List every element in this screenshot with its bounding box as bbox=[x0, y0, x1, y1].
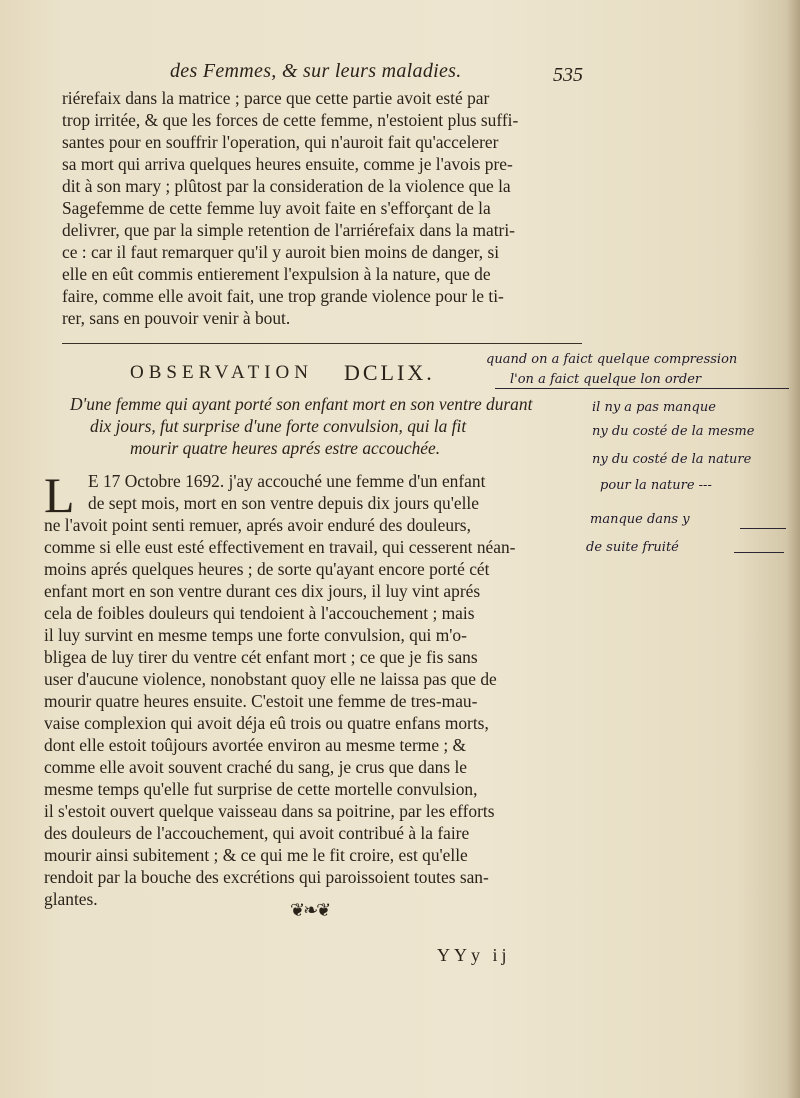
body-line: dit à son mary ; plûtost par la consideration de la violence que la bbox=[62, 176, 511, 196]
signature-mark: YYy ij bbox=[437, 945, 511, 965]
body-line: comme si elle eust esté effectivement en travail, qui cesserent néan- bbox=[44, 537, 516, 557]
body-line: user d'aucune violence, nonobstant quoy elle ne laissa pas que de bbox=[44, 669, 497, 689]
observation-number: DCLIX. bbox=[344, 360, 435, 385]
page-edge-shadow bbox=[786, 0, 800, 1098]
summary-line: dix jours, fut surprise d'une forte convulsion, qui la fit bbox=[90, 416, 467, 436]
body-line: trop irritée, & que les forces de cette femme, n'estoient plus suffi- bbox=[62, 110, 519, 130]
body-line: E 17 Octobre 1692. j'ay accouché une femme d'un enfant bbox=[88, 471, 486, 491]
body-line: glantes. bbox=[44, 889, 98, 909]
handwritten-note: pour la nature --- bbox=[600, 478, 712, 493]
body-line: comme elle avoit souvent craché du sang, je crus que dans le bbox=[44, 757, 468, 777]
body-line: Sagefemme de cette femme luy avoit faite en s'efforçant de la bbox=[62, 198, 491, 218]
handwritten-note: l'on a faict quelque lon order bbox=[510, 372, 702, 387]
handwritten-note: quand on a faict quelque compression bbox=[486, 352, 738, 367]
body-line: santes pour en souffrir l'operation, qui n'auroit fait qu'accelerer bbox=[62, 132, 499, 152]
body-line: des douleurs de l'accouchement, qui avoit contribué à la faire bbox=[44, 823, 470, 843]
drop-cap: L bbox=[44, 467, 75, 523]
summary-line: D'une femme qui ayant porté son enfant mort en son ventre durant bbox=[70, 394, 533, 414]
body-line: vaise complexion qui avoit déja eû trois ou quatre enfans morts, bbox=[44, 713, 489, 733]
body-line: il s'estoit ouvert quelque vaisseau dans sa poitrine, par les efforts bbox=[44, 801, 495, 821]
body-line: dont elle estoit toûjours avortée environ au mesme terme ; & bbox=[44, 735, 467, 755]
body-line: bligea de luy tirer du ventre cét enfant mort ; ce que je fis sans bbox=[44, 647, 478, 667]
body-line: ne l'avoit point senti remuer, aprés avoir enduré des douleurs, bbox=[44, 515, 471, 535]
body-line: mourir quatre heures ensuite. C'estoit une femme de tres-mau- bbox=[44, 691, 478, 711]
page-number: 535 bbox=[553, 64, 583, 86]
body-line: mesme temps qu'elle fut surprise de cette mortelle convulsion, bbox=[44, 779, 478, 799]
handwritten-note: ny du costé de la mesme bbox=[592, 424, 755, 439]
body-line: riérefaix dans la matrice ; parce que cette partie avoit esté par bbox=[62, 88, 490, 108]
body-line: ce : car il faut remarquer qu'il y auroit bien moins de danger, si bbox=[62, 242, 500, 262]
running-head: des Femmes, & sur leurs maladies. bbox=[170, 60, 462, 82]
body-line: rer, sans en pouvoir venir à bout. bbox=[62, 308, 291, 328]
handwritten-note: de suite fruité bbox=[586, 540, 679, 555]
body-line: il luy survint en mesme temps une forte convulsion, qui m'o- bbox=[44, 625, 467, 645]
body-line: cela de foibles douleurs qui tendoient à l'accouchement ; mais bbox=[44, 603, 475, 623]
summary-line: mourir quatre heures aprés estre accouchée. bbox=[130, 438, 441, 458]
handwritten-underline bbox=[740, 528, 786, 529]
handwritten-underline bbox=[495, 388, 789, 389]
section-rule bbox=[62, 343, 582, 344]
observation-label: OBSERVATION bbox=[130, 362, 313, 383]
handwritten-underline bbox=[734, 552, 784, 553]
body-line: mourir ainsi subitement ; & ce qui me le fit croire, est qu'elle bbox=[44, 845, 468, 865]
body-line: delivrer, que par la simple retention de l'arriérefaix dans la matri- bbox=[62, 220, 515, 240]
body-line: faire, comme elle avoit fait, une trop grande violence pour le ti- bbox=[62, 286, 504, 306]
body-line: rendoit par la bouche des excrétions qui paroissoient toutes san- bbox=[44, 867, 489, 887]
handwritten-note: manque dans y bbox=[590, 512, 690, 527]
body-line: de sept mois, mort en son ventre depuis dix jours qu'elle bbox=[88, 493, 479, 513]
body-line: sa mort qui arriva quelques heures ensuite, comme je l'avois pre- bbox=[62, 154, 513, 174]
handwritten-note: ny du costé de la nature bbox=[592, 452, 752, 467]
body-line: enfant mort en son ventre durant ces dix jours, il luy vint aprés bbox=[44, 581, 481, 601]
body-line: moins aprés quelques heures ; de sorte qu'ayant encore porté cét bbox=[44, 559, 490, 579]
printer-ornament: ❦❧❦ bbox=[290, 900, 330, 920]
body-line: elle en eût commis entierement l'expulsion à la nature, que de bbox=[62, 264, 491, 284]
handwritten-note: il ny a pas manque bbox=[592, 400, 716, 415]
